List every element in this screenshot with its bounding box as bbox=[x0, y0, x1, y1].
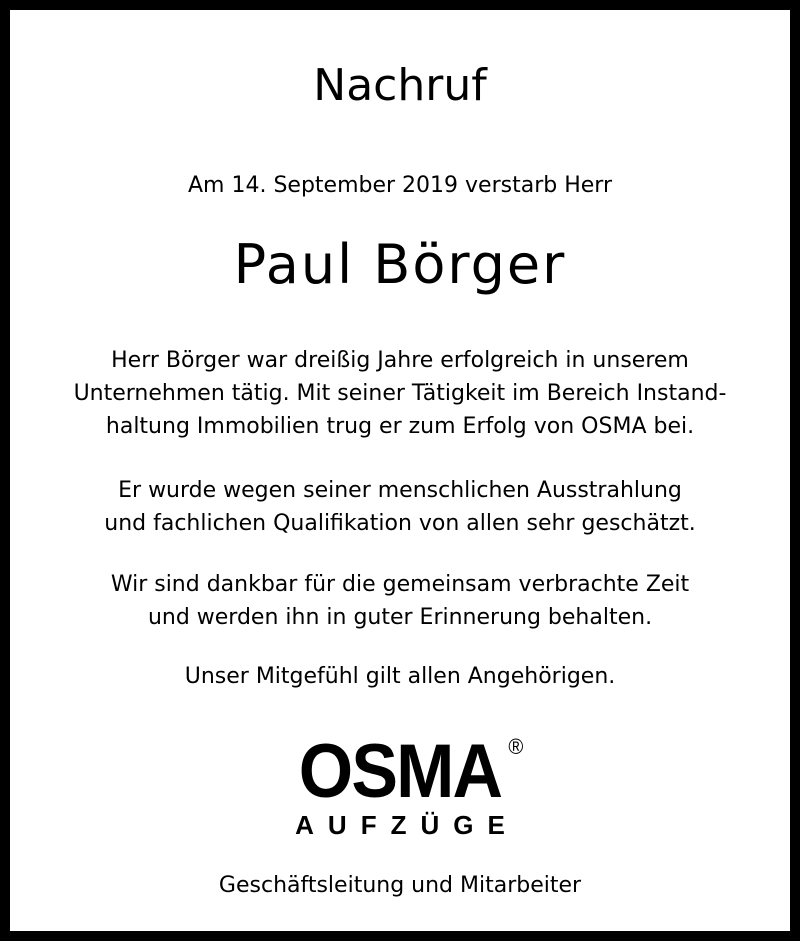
paragraph-line: Herr Börger war dreißig Jahre erfolgreich in unserem bbox=[111, 348, 689, 373]
paragraph-line: Wir sind dankbar für die gemeinsam verbrachte Zeit bbox=[110, 572, 690, 597]
deceased-name: Paul Börger bbox=[233, 233, 567, 296]
paragraph-line: und werden ihn in guter Erinnerung behalten. bbox=[147, 605, 653, 630]
notice-title: Nachruf bbox=[313, 60, 487, 111]
company-logo bbox=[0, 729, 800, 814]
logo-wordmark bbox=[298, 729, 524, 814]
logo-word-text: OSMA bbox=[298, 729, 502, 814]
paragraph-gratitude bbox=[10, 568, 790, 634]
paragraph-appreciation bbox=[10, 474, 790, 540]
paragraph-career bbox=[10, 344, 790, 443]
logo-subtitle: AUFZÜGE bbox=[295, 810, 519, 840]
signature-line: Geschäftsleitung und Mitarbeiter bbox=[218, 873, 582, 898]
paragraph-line: Er wurde wegen seiner menschlichen Ausstrahlung bbox=[118, 478, 682, 503]
paragraph-line: Unser Mitgefühl gilt allen Angehörigen. bbox=[184, 664, 616, 689]
paragraph-line: und fachlichen Qualifikation von allen sehr geschätzt. bbox=[104, 511, 696, 536]
paragraph-line: haltung Immobilien trug er zum Erfolg von OSMA bei. bbox=[105, 414, 695, 439]
registered-mark: ® bbox=[508, 734, 524, 759]
paragraph-condolence bbox=[10, 660, 790, 693]
paragraph-line: Unternehmen tätig. Mit seiner Tätigkeit im Bereich Instand- bbox=[73, 381, 727, 406]
intro-line: Am 14. September 2019 verstarb Herr bbox=[188, 173, 612, 198]
